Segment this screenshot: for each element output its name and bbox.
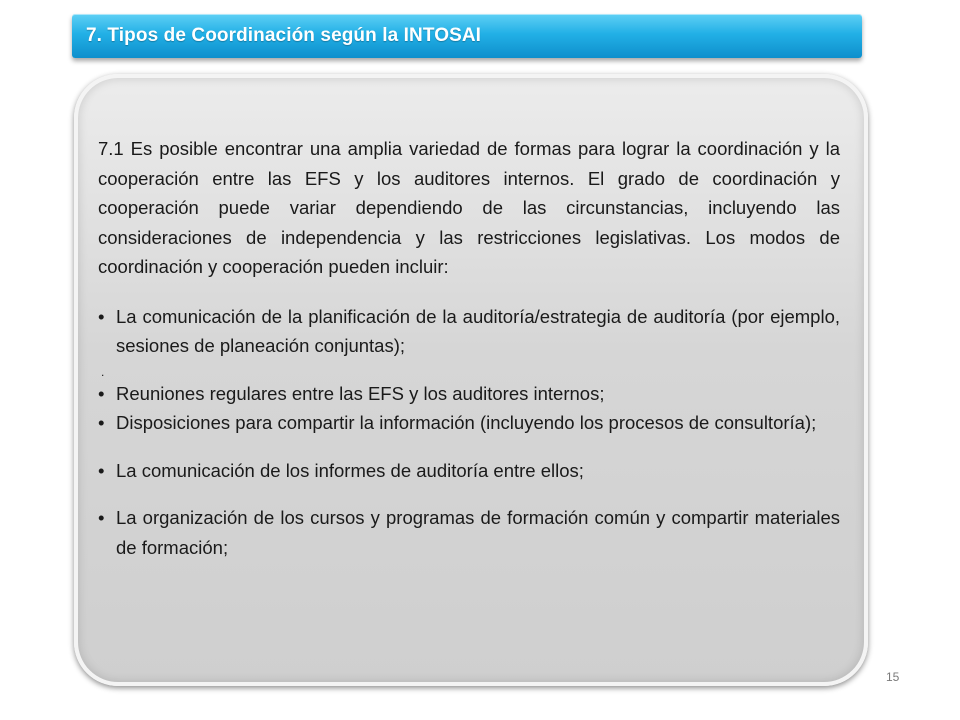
intro-paragraph: 7.1 Es posible encontrar una amplia variedad de formas para lograr la coordinación y la cooperación entre las EFS y los auditores internos. El grado de coordinación y cooperación puede variar dependiendo de las circunstancias, incluyendo las consideraciones de independencia y las restricciones legislativas. Los modos de coordinación y cooperación pueden incluir: <box>98 138 840 277</box>
list-item-text: La comunicación de la planificación de la auditoría/estrategia de auditoría (por ejemplo, sesiones de planeación conjuntas); <box>116 305 840 356</box>
list-item <box>98 302 840 361</box>
bullet-icon: • <box>98 459 105 481</box>
stray-mark: . <box>101 365 105 379</box>
bullet-icon: • <box>98 382 105 404</box>
slide-title: 7. Tipos de Coordinación según la INTOSAI <box>86 25 482 46</box>
list-item-text: Reuniones regulares entre las EFS y los auditores internos; <box>116 382 605 404</box>
list-item <box>98 379 840 409</box>
content-body <box>98 134 840 562</box>
bullet-icon: • <box>98 412 105 433</box>
list-item-text: Disposiciones para compartir la información (incluyendo los procesos de consultoría); <box>116 412 817 433</box>
list-item <box>98 408 840 438</box>
list-item-text: La comunicación de los informes de auditoría entre ellos; <box>116 459 584 481</box>
bullet-list <box>98 302 840 563</box>
list-item <box>98 456 840 486</box>
list-item-text: La organización de los cursos y programas de formación común y compartir materiales de formación; <box>116 507 840 558</box>
title-bar <box>72 14 862 58</box>
bullet-icon: • <box>98 507 105 528</box>
list-item <box>98 503 840 562</box>
page-number: 15 <box>886 670 900 684</box>
bullet-icon: • <box>98 305 105 327</box>
